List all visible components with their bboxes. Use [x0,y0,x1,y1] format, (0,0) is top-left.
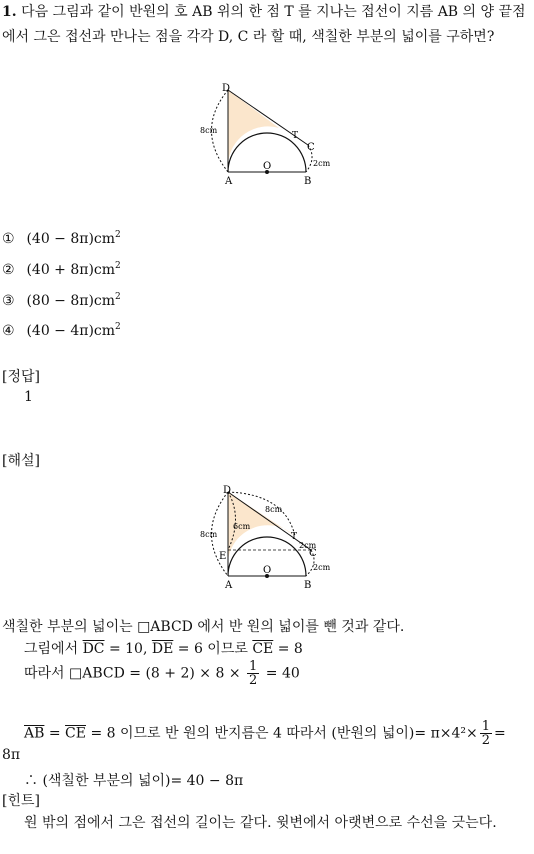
choice-3-sup: 2 [115,292,121,302]
choice-2[interactable] [2,261,121,279]
fraction-numerator-2: 1 [481,719,491,734]
label-left-length: 8cm [200,126,218,135]
label-bottom-length: 2cm [313,563,331,572]
shaded-region-2 [228,492,298,570]
sol4-c: = [494,725,506,742]
label-left-length-2: 8cm [200,530,218,539]
question-stem: 다음 그림과 같이 반원의 호 AB 위의 한 점 T 를 지나는 접선이 지름 AB 의 양 끝점에서 그은 접선과 만나는 점을 각각 D, C 라 할 때, 색칠한 부분의 넓이를 구하면? [2,4,526,45]
choice-4-mark: ④ [2,323,15,339]
label-c: C [307,142,315,153]
label-d: D [222,83,231,94]
solution-line-2 [24,638,303,660]
choice-4-sup: 2 [115,322,121,332]
answer-section-title: [정답] [2,369,40,385]
fraction-half-2 [480,720,492,747]
fraction-denominator-2: 2 [481,733,491,748]
choice-1-text: (40 − 8π)cm [26,231,116,247]
solution-line-5: 8π [2,747,21,763]
label-right-length: 2cm [313,159,331,168]
sol4-a: = [48,725,61,742]
segment-ce: $\overline{CE}$ [252,641,274,657]
choice-4[interactable] [2,322,121,340]
solution-line-4 [24,720,506,747]
sol2-c: = 6 이므로 [177,641,248,657]
solution-conclusion: ∴ (색칠한 부분의 넓이)= 40 − 8π [24,773,244,789]
fraction-half-1 [247,660,259,687]
sol3-a: 따라서 □ABCD = (8 + 2) × 8 × [24,665,241,682]
label-b-2: B [304,580,312,591]
choice-3-mark: ③ [2,293,15,309]
label-dt-length: 8cm [265,505,283,514]
figure-solution-diagram [195,484,345,594]
label-o-2: O [263,565,272,576]
choice-1-mark: ① [2,231,15,247]
segment-ab: $\overline{AB}$ [24,725,45,742]
label-a-2: A [225,580,233,591]
choice-1[interactable] [2,230,121,248]
segment-de: $\overline{DE}$ [151,641,174,657]
label-d-2: D [223,485,232,496]
solution-line-3 [24,660,300,687]
sol2-b: = 10, [108,641,148,657]
choice-2-text: (40 + 8π)cm [26,262,116,278]
sol4-b: = 8 이므로 반 원의 반지름은 4 따라서 (반원의 넓이)= π×4²× [90,725,478,742]
choice-3-text: (80 − 8π)cm [26,293,116,309]
sol2-a: 그림에서 [24,641,79,657]
hint-section-title: [힌트] [2,793,40,809]
explanation-section-title: [해설] [2,453,40,469]
label-b: B [304,176,312,187]
label-t: T [292,131,299,141]
segment-ce-2: $\overline{CE}$ [65,725,86,742]
hint-text: 원 밖의 점에서 그은 접선의 길이는 같다. 윗변에서 아랫변으로 수선을 긋는다. [24,815,497,831]
label-t-2: T [291,532,298,542]
label-e-2: E [219,551,227,562]
label-tc-length: 2cm [299,541,317,550]
question-number: 1. [2,4,17,20]
question-text-block [2,0,532,50]
sol3-b: = 40 [265,665,300,682]
solution-line-1: 색칠한 부분의 넓이는 □ABCD 에서 반 원의 넓이를 뺀 것과 같다. [2,619,405,635]
label-c-2: C [309,548,317,559]
figure-semicircle-tangent [195,80,340,190]
sol2-d: = 8 [277,641,303,657]
choice-4-text: (40 − 4π)cm [26,323,116,339]
label-o: O [263,161,272,172]
label-de-length: 6cm [233,522,251,531]
fraction-denominator-1: 2 [249,673,258,688]
answer-value: 1 [24,389,33,405]
label-a: A [225,176,233,187]
fraction-numerator-1: 1 [249,659,258,674]
choice-2-mark: ② [2,262,15,278]
choice-1-sup: 2 [115,230,121,240]
shaded-region [228,90,279,164]
choice-2-sup: 2 [115,261,121,271]
choice-3[interactable] [2,292,121,310]
segment-dc: $\overline{DC}$ [82,641,105,657]
